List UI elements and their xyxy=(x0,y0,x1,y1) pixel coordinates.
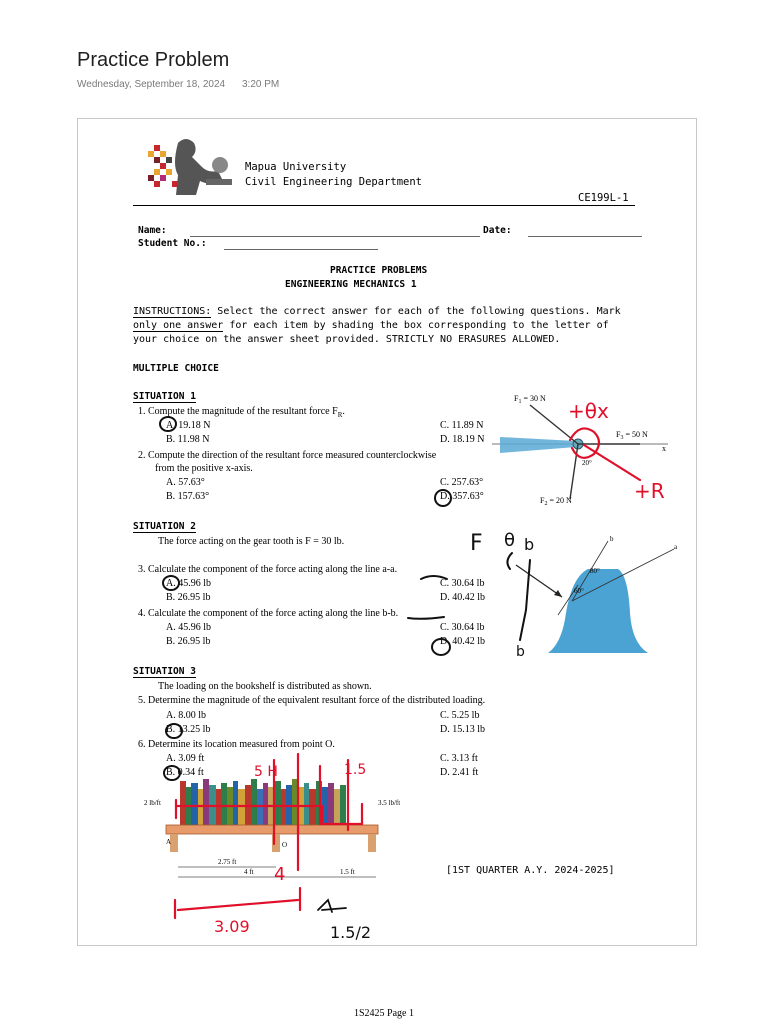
student-no-blank xyxy=(224,249,378,250)
q4-text: 4. Calculate the component of the force acting along the line b-b. xyxy=(138,608,399,619)
svg-text:4 ft: 4 ft xyxy=(244,868,254,876)
svg-text:80°: 80° xyxy=(590,567,600,575)
q6-choice-b: B. 0.34 ft xyxy=(166,767,204,778)
svg-text:A: A xyxy=(166,838,172,846)
student-no-label: Student No.: xyxy=(138,238,207,249)
university-name: Mapua University xyxy=(245,161,347,173)
situation-2-label: SITUATION 2 xyxy=(133,521,196,532)
date-label: Date: xyxy=(483,225,512,236)
q4-choice-b: B. 26.95 lb xyxy=(166,636,211,647)
note-date: Wednesday, September 18, 2024 xyxy=(77,79,226,90)
note-time: 3:20 PM xyxy=(242,79,280,90)
q6-choice-c: C. 3.13 ft xyxy=(440,753,478,764)
q5-text: 5. Determine the magnitude of the equivalent resultant force of the distributed loading. xyxy=(138,695,486,706)
quarter-label: [1ST QUARTER A.Y. 2024-2025] xyxy=(446,865,615,876)
svg-text:2.75 ft: 2.75 ft xyxy=(218,858,237,866)
svg-text:1.5 ft: 1.5 ft xyxy=(340,868,355,876)
svg-text:3.09: 3.09 xyxy=(214,917,250,936)
page-footer: 1S2425 Page 1 xyxy=(354,1008,414,1019)
note-title: Practice Problem xyxy=(77,49,230,71)
q3-choice-d: D. 40.42 lb xyxy=(440,592,485,603)
q6-choice-d: D. 2.41 ft xyxy=(440,767,479,778)
svg-text:b: b xyxy=(516,644,525,660)
title-practice-problems: PRACTICE PROBLEMS xyxy=(330,265,428,276)
instructions-line-2: only one answer for each item by shading the box corresponding to the letter of xyxy=(133,320,609,331)
svg-text:+θx: +θx xyxy=(568,399,609,423)
instructions-emphasis: only one answer xyxy=(133,320,224,331)
svg-text:2 lb/ft: 2 lb/ft xyxy=(144,799,161,807)
title-engineering-mechanics: ENGINEERING MECHANICS 1 xyxy=(285,279,417,290)
mapua-logo-icon xyxy=(148,135,240,195)
q1-choice-d: D. 18.19 N xyxy=(440,434,485,445)
q3-choice-c: C. 30.64 lb xyxy=(440,578,485,589)
q2-text-2: from the positive x-axis. xyxy=(155,463,253,474)
q3-text: 3. Calculate the component of the force acting along the line a-a. xyxy=(138,564,398,575)
situation-2-given: The force acting on the gear tooth is F = 30 lb. xyxy=(158,536,345,547)
q6-choice-a: A. 3.09 ft xyxy=(166,753,205,764)
q1-choice-a: A. 19.18 N xyxy=(166,420,211,431)
q4-choice-d: D. 40.42 lb xyxy=(440,636,485,647)
svg-text:F3 = 50 N: $F_3 = 50$ N xyxy=(616,430,648,441)
department-name: Civil Engineering Department xyxy=(245,176,423,188)
gear-tooth-diagram xyxy=(498,535,688,655)
svg-text:F: F xyxy=(470,531,483,556)
situation-3-label: SITUATION 3 xyxy=(133,666,196,677)
q3-choice-b: B. 26.95 lb xyxy=(166,592,211,603)
q4-choice-a: A. 45.96 lb xyxy=(166,622,211,633)
q5-choice-a: A. 8.00 lb xyxy=(166,710,206,721)
instructions-label: INSTRUCTIONS: xyxy=(133,306,212,317)
situation-1-label: SITUATION 1 xyxy=(133,391,196,402)
svg-text:60°: 60° xyxy=(574,587,584,595)
svg-text:1.5/2: 1.5/2 xyxy=(330,923,372,942)
svg-text:+R: +R xyxy=(634,479,665,503)
svg-text:3.5 lb/ft: 3.5 lb/ft xyxy=(378,799,401,807)
instructions-line-3: your choice on the answer sheet provided. STRICTLY NO ERASURES ALLOWED. xyxy=(133,334,561,345)
situation-3-given: The loading on the bookshelf is distributed as shown. xyxy=(158,681,372,692)
q2-choice-b: B. 157.63° xyxy=(166,491,210,502)
worksheet-image xyxy=(77,118,697,946)
svg-text:F1 = 30 N: $F_1 = 30$ N xyxy=(514,394,546,405)
q1-text: 1. Compute the magnitude of the resultant force $F_R$. xyxy=(138,406,345,419)
svg-text:1.5: 1.5 xyxy=(344,762,367,778)
q5-choice-d: D. 15.13 lb xyxy=(440,724,485,735)
q1-choice-b: B. 11.98 N xyxy=(166,434,210,445)
q3-choice-a: A. 45.96 lb xyxy=(166,578,211,589)
q5-choice-b: B. 13.25 lb xyxy=(166,724,211,735)
svg-text:θ: θ xyxy=(504,530,516,551)
q5-choice-c: C. 5.25 lb xyxy=(440,710,480,721)
svg-text:F2 = 20 N: $F_2 = 20$ N xyxy=(540,496,572,507)
svg-text:a: a xyxy=(674,543,678,551)
q1-choice-c: C. 11.89 N xyxy=(440,420,484,431)
instructions-line-1: INSTRUCTIONS: Select the correct answer for each of the following questions. Mark xyxy=(133,306,621,317)
name-blank xyxy=(190,236,480,237)
q2-choice-c: C. 257.63° xyxy=(440,477,484,488)
svg-text:5 H: 5 H xyxy=(254,764,278,780)
svg-text:O: O xyxy=(282,841,288,849)
header-rule xyxy=(133,205,635,206)
q2-choice-a: A. 57.63° xyxy=(166,477,205,488)
svg-text:b: b xyxy=(610,535,614,543)
bookshelf-diagram xyxy=(140,759,401,889)
svg-text:b: b xyxy=(524,535,535,554)
date-blank xyxy=(528,236,642,237)
svg-text:20°: 20° xyxy=(582,459,592,467)
name-label: Name: xyxy=(138,225,167,236)
svg-text:x: x xyxy=(662,444,666,453)
section-heading: MULTIPLE CHOICE xyxy=(133,363,219,374)
q4-choice-c: C. 30.64 lb xyxy=(440,622,485,633)
q2-text-1: 2. Compute the direction of the resultant force measured counterclockwise xyxy=(138,450,437,461)
q6-text: 6. Determine its location measured from point O. xyxy=(138,739,335,750)
course-code: CE199L-1 xyxy=(578,192,629,204)
svg-text:4: 4 xyxy=(274,864,286,885)
q2-choice-d: D. 357.63° xyxy=(440,491,484,502)
force-diagram xyxy=(490,381,670,511)
